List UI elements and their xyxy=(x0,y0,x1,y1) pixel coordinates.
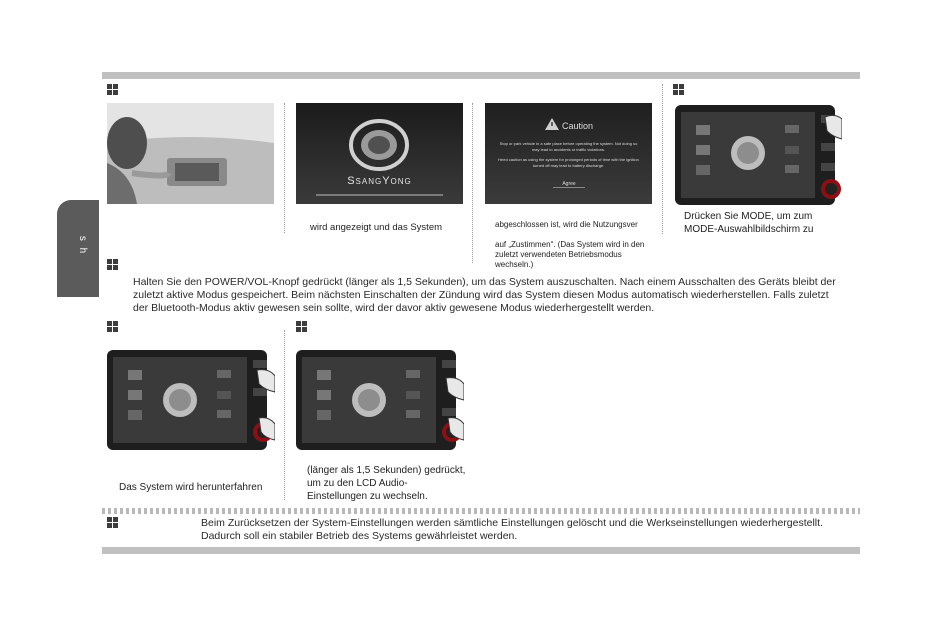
head-unit-shutdown xyxy=(107,348,275,451)
divider xyxy=(284,103,285,233)
step-marker-icon xyxy=(673,84,684,95)
divider xyxy=(662,84,663,234)
bottom-rule xyxy=(102,547,860,554)
brand-logo: SsangYong xyxy=(347,175,412,187)
reset-paragraph: Beim Zurücksetzen der System-Einstellungen werden sämtliche Einstellungen gelöscht und die Werkseinstellungen wiederhergestellt. Dadurch soll ein stabiler Betrieb des Systems gewährleistet werden. xyxy=(201,517,823,542)
step-marker-icon xyxy=(296,321,307,332)
step-marker-icon xyxy=(107,517,118,528)
caption-lcd-settings: (länger als 1,5 Sekunden) gedrückt, um zu den LCD Audio-Einstellungen zu wechseln. xyxy=(307,465,466,502)
caption-mode: Drücken Sie MODE, um zum MODE-Auswahlbildschirm zu xyxy=(684,211,814,235)
step-marker-icon xyxy=(107,321,118,332)
caption-shutdown: Das System wird herunterfahren xyxy=(119,482,263,493)
head-unit-mode-press xyxy=(675,103,842,205)
warning-icon xyxy=(545,118,559,130)
caution-title: Caution xyxy=(562,121,594,131)
agree-button[interactable]: Agree xyxy=(553,181,585,188)
chapter-tab: s h xyxy=(57,200,99,297)
section-divider xyxy=(102,508,860,514)
caution-text-2: Heed caution as using the system for prolonged periods of time with the ignition turned off may lead to battery discharge. xyxy=(498,157,639,168)
head-unit-lcd-settings xyxy=(296,348,464,451)
step-marker-icon xyxy=(107,259,118,270)
caption-agree-1: abgeschlossen ist, wird die Nutzungsver xyxy=(495,220,638,229)
caution-screen xyxy=(485,103,652,204)
divider xyxy=(472,103,473,263)
caution-text: Stop or park vehicle in a safe place before operating the system. Not doing so may lead to accidents or traffic violations. xyxy=(499,141,638,152)
caption-boot: wird angezeigt und das System xyxy=(310,222,443,233)
power-off-paragraph: Halten Sie den POWER/VOL-Knopf gedrückt (länger als 1,5 Sekunden), um das System auszuschalten. Nach einem Ausschalten des Geräts bleibt der zuletzt aktive Modus gespeichert. Beim nächsten Einschalten der Zündung wird das System diesen Modus automatisch wiederherstellen. Falls zuletzt der Bluetooth-Modus aktiv gewesen sein sollte, wird der davor aktiv gewesene Modus wiederhergestellt werden. xyxy=(133,276,836,314)
step-marker-icon xyxy=(107,84,118,95)
top-rule xyxy=(102,72,860,79)
divider xyxy=(284,330,285,500)
car-interior-photo xyxy=(107,103,274,204)
caption-agree-2: auf „Zustimmen“. (Das System wird in den zuletzt verwendeten Betriebsmodus wechseln.) xyxy=(495,240,645,269)
boot-screen xyxy=(296,103,463,204)
